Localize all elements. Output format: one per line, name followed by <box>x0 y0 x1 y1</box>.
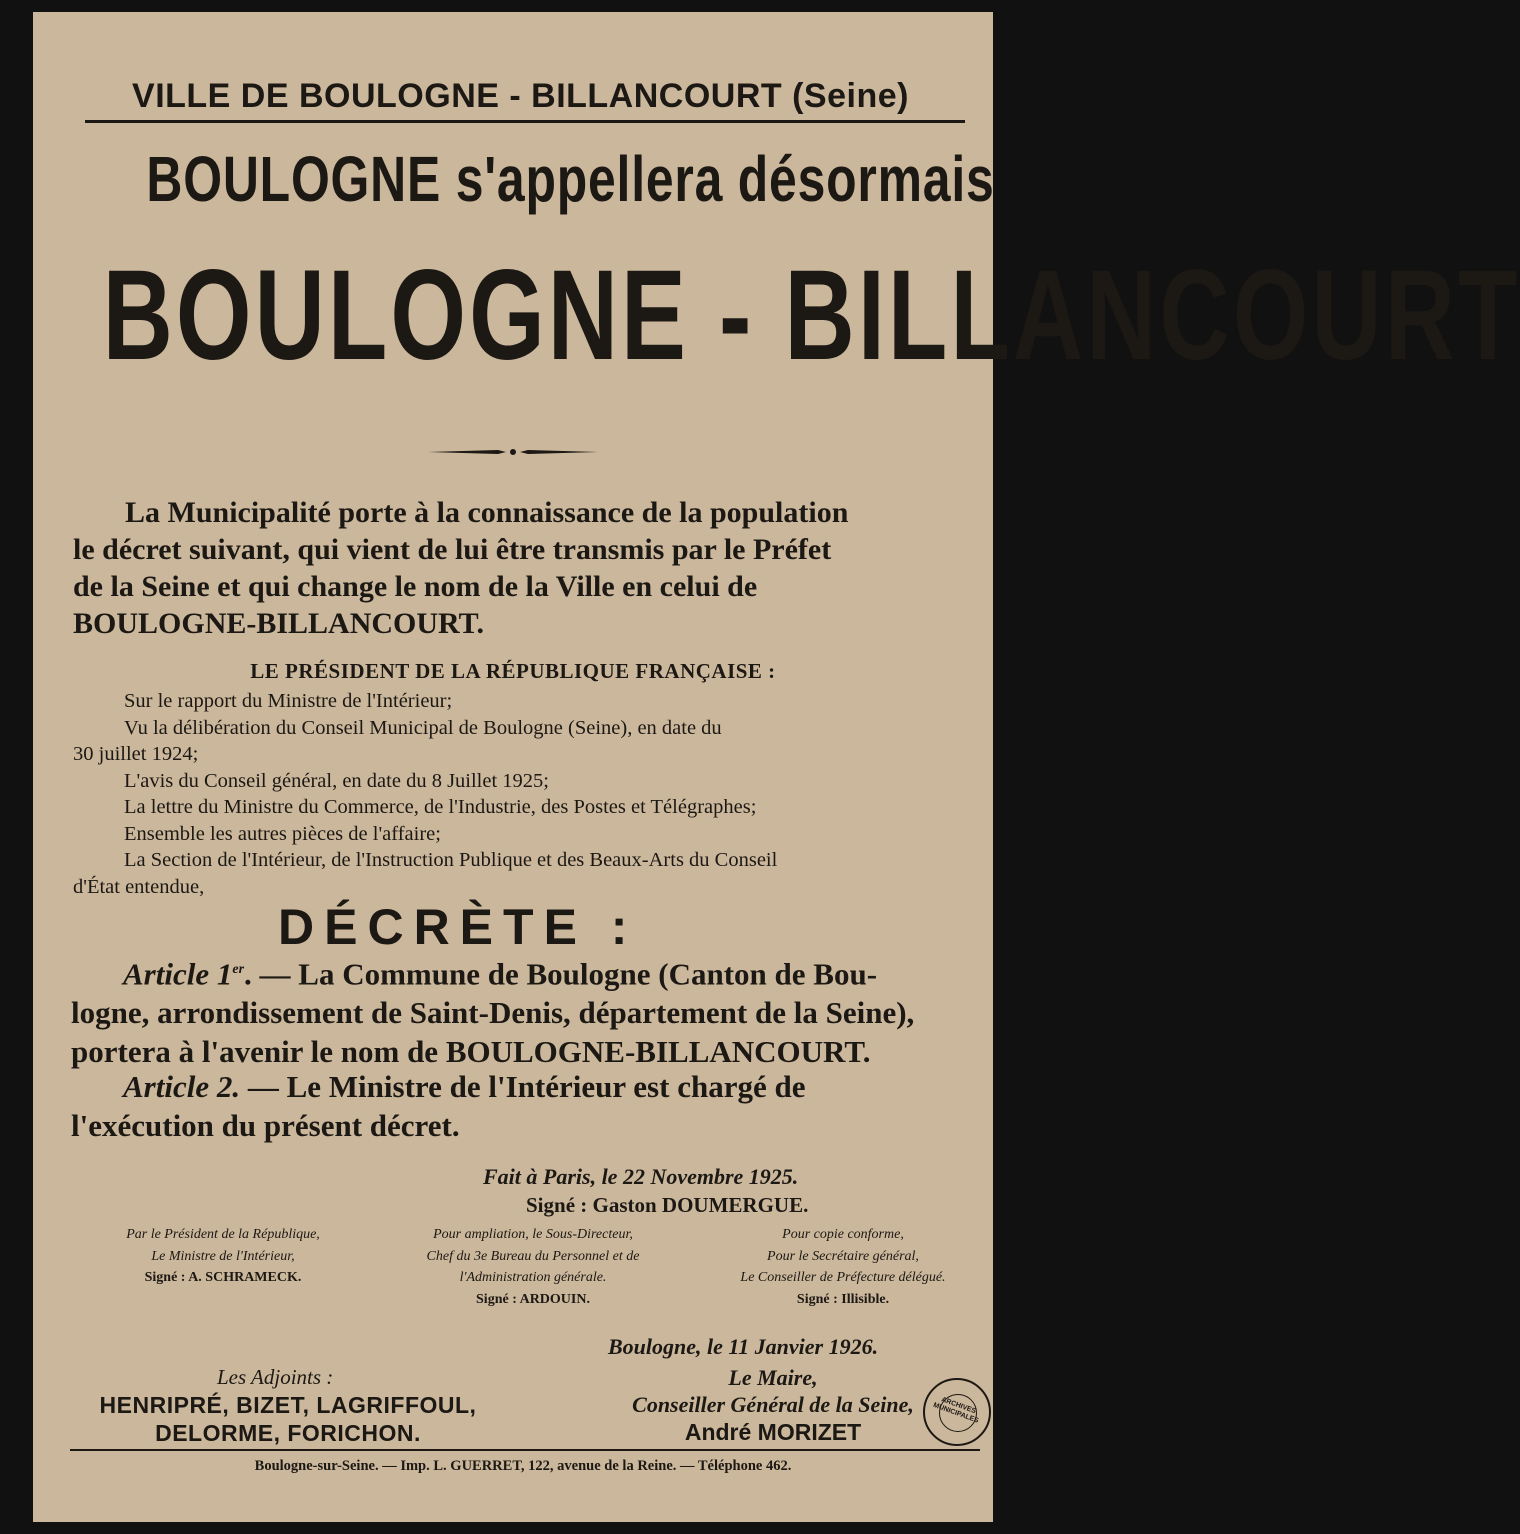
column-line: Pour ampliation, le Sous-Directeur, <box>433 1227 633 1242</box>
considerants-list <box>73 688 963 900</box>
article-1-line: portera à l'avenir le nom de BOULOGNE-BILLANCOURT. <box>71 1034 871 1070</box>
considerant-line: La Section de l'Intérieur, de l'Instruction Publique et des Beaux-Arts du Conseil <box>124 849 778 871</box>
article-2 <box>71 1067 966 1145</box>
poster-sheet <box>33 12 1520 1522</box>
city-header: VILLE DE BOULOGNE - BILLANCOURT (Seine) <box>132 77 909 115</box>
column-line: Le Conseiller de Préfecture délégué. <box>740 1270 946 1285</box>
considerant-line: Ensemble les autres pièces de l'affaire; <box>124 822 441 845</box>
column-line: Chef du 3e Bureau du Personnel et de <box>426 1248 640 1264</box>
column-signature: Signé : ARDOUIN. <box>476 1291 590 1307</box>
article-1 <box>71 950 966 1071</box>
fait-a-paris: Fait à Paris, le 22 Novembre 1925. <box>483 1164 799 1189</box>
maire-title: Le Maire, <box>728 1365 818 1390</box>
article-1-text: . — La Commune de Boulogne (Canton de Bou- <box>244 956 878 992</box>
decrete-heading: DÉCRÈTE : <box>278 899 638 955</box>
maire-last-name: MORIZET <box>757 1419 862 1445</box>
signature-doumergue: Signé : Gaston DOUMERGUE. <box>526 1193 809 1217</box>
maire-first-name: André <box>684 1419 752 1445</box>
considerant-line: 30 juillet 1924; <box>73 743 199 765</box>
column-line: Pour copie conforme, <box>782 1227 904 1242</box>
considerant-line: Vu la délibération du Conseil Municipal de Boulogne (Seine), en date du <box>124 716 722 739</box>
adjoints-names-line: HENRIPRÉ, BIZET, LAGRIFFOUL, <box>99 1392 477 1418</box>
column-signature: Signé : Illisible. <box>796 1291 890 1307</box>
considerant-line: d'État entendue, <box>73 875 205 898</box>
footer-rule <box>70 1449 980 1451</box>
article-1-label: Article 1 <box>123 956 233 992</box>
column-copie <box>698 1224 988 1310</box>
intro-line: le décret suivant, qui vient de lui être transmis par le Préfet <box>73 533 832 566</box>
considerant-line: L'avis du Conseil général, en date du 8 Juillet 1925; <box>124 769 549 792</box>
column-line: Le Ministre de l'Intérieur, <box>151 1248 295 1264</box>
archives-stamp <box>923 1378 991 1446</box>
article-1-line: logne, arrondissement de Saint-Denis, département de la Seine), <box>71 995 915 1031</box>
intro-paragraph <box>73 494 961 642</box>
intro-line: de la Seine et qui change le nom de la Ville en celui de <box>73 570 758 603</box>
article-2-line: l'exécution du présent décret. <box>71 1108 460 1143</box>
title-line-2: BOULOGNE - BILLANCOURT <box>102 244 1520 387</box>
column-ministre <box>88 1224 358 1289</box>
maire-subtitle: Conseiller Général de la Seine, <box>632 1392 914 1417</box>
considerant-line: La lettre du Ministre du Commerce, de l'Industrie, des Postes et Télégraphes; <box>124 796 757 818</box>
article-1-sup: er <box>232 962 245 977</box>
article-2-label: Article 2. <box>123 1069 241 1104</box>
article-2-text: — Le Ministre de l'Intérieur est chargé de <box>240 1069 806 1104</box>
considerant-line: Sur le rapport du Ministre de l'Intérieur; <box>124 690 453 712</box>
column-line: Pour le Secrétaire général, <box>767 1248 919 1264</box>
header-rule <box>85 120 965 123</box>
stamp-text: ARCHIVES MUNICIPALES <box>932 1396 980 1425</box>
president-heading: LE PRÉSIDENT DE LA RÉPUBLIQUE FRANÇAISE : <box>250 659 776 683</box>
intro-line: BOULOGNE-BILLANCOURT. <box>73 607 484 640</box>
adjoints-names-line: DELORME, FORICHON. <box>155 1420 421 1446</box>
column-line: l'Administration générale. <box>459 1270 607 1285</box>
column-ampliation <box>388 1224 678 1310</box>
title-line-1: BOULOGNE s'appellera désormais <box>146 143 995 215</box>
boulogne-date: Boulogne, le 11 Janvier 1926. <box>608 1334 879 1359</box>
adjoints-label: Les Adjoints : <box>217 1365 334 1389</box>
ornament-divider <box>428 442 598 462</box>
maire-name <box>593 1419 953 1446</box>
column-signature: Signé : A. SCHRAMECK. <box>144 1270 302 1285</box>
printer-line: Boulogne-sur-Seine. — Imp. L. GUERRET, 122, avenue de la Reine. — Téléphone 462. <box>254 1458 792 1474</box>
column-line: Par le Président de la République, <box>126 1227 320 1242</box>
intro-line: La Municipalité porte à la connaissance de la population <box>125 496 849 529</box>
